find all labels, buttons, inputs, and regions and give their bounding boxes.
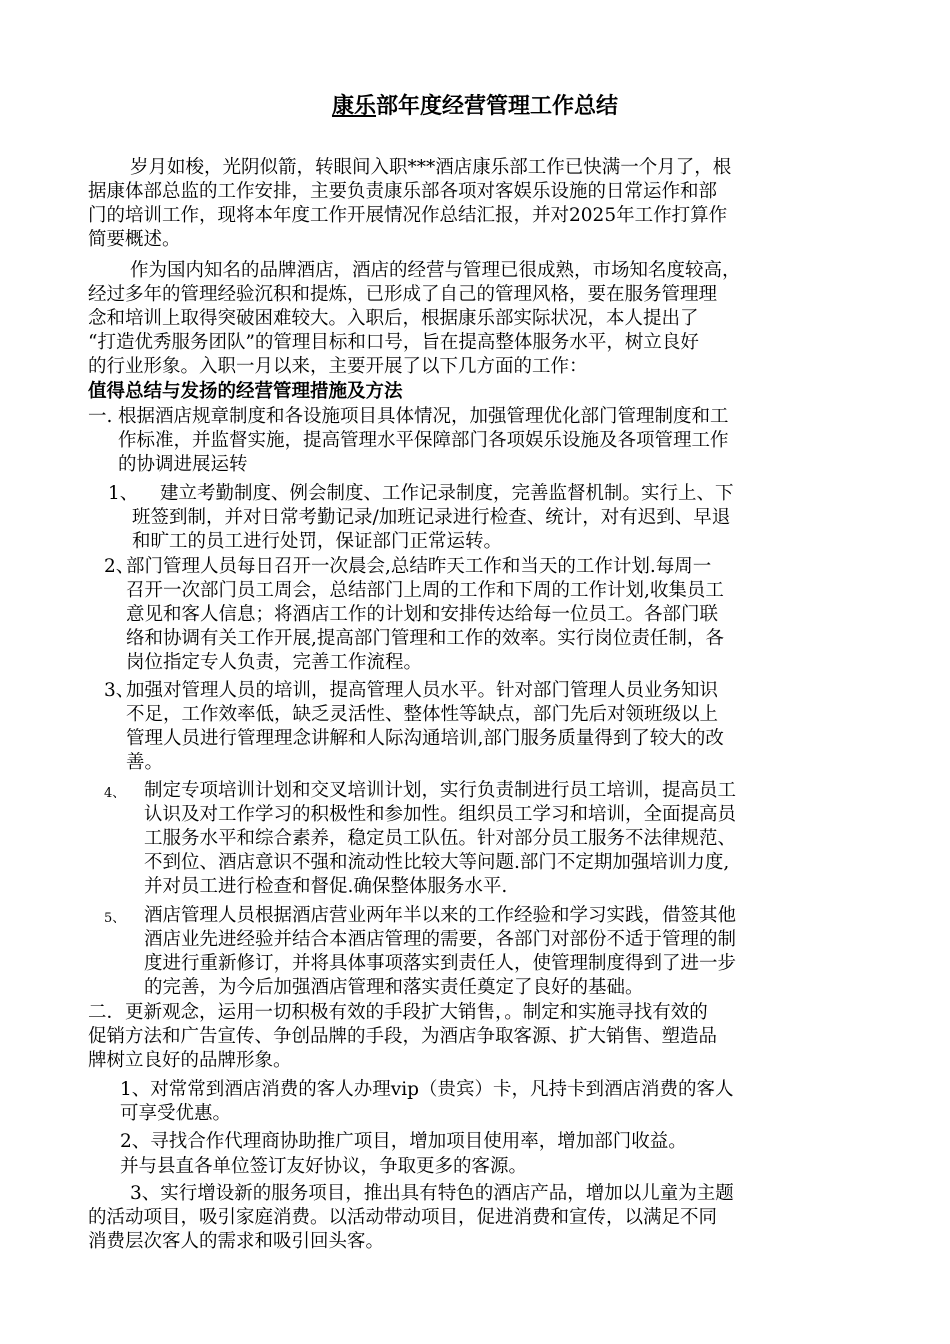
- item-1-line: 和旷工的员工进行处罚，保证部门正常运转。: [132, 531, 503, 552]
- item-4-line: 制定专项培训计划和交叉培训计划，实行负责制进行员工培训，提高员工: [144, 780, 737, 801]
- intro-2-line: 作为国内知名的品牌酒店，酒店的经营与管理已很成熟，市场知名度较高，: [130, 260, 741, 281]
- intro-2-line: “打造优秀服务团队”的管理目标和口号，旨在提高整体服务水平，树立良好: [88, 332, 699, 353]
- item-5-line: 的完善，为今后加强酒店管理和落实责任奠定了良好的基础。: [144, 977, 644, 998]
- intro-1-line: 据康体部总监的工作安排，主要负责康乐部各项对客娱乐设施的日常运作和部: [88, 181, 718, 202]
- item-2-marker: 2、: [104, 556, 135, 577]
- item-3-line: 不足，工作效率低，缺乏灵活性、整体性等缺点，部门先后对领班级以上: [126, 704, 719, 725]
- part-2-item-1-line: 1、对常常到酒店消费的客人办理vip（贵宾）卡，凡持卡到酒店消费的客人: [120, 1079, 734, 1100]
- intro-2-line: 经过多年的管理经验沉积和提炼，已形成了自己的管理风格，要在服务管理理: [88, 284, 718, 305]
- item-3-line: 加强对管理人员的培训，提高管理人员水平。针对部门管理人员业务知识: [126, 680, 719, 701]
- item-2-line: 召开一次部门员工周会，总结部门上周的工作和下周的工作计划,收集员工: [126, 580, 724, 601]
- title-underlined-part: 康乐: [331, 94, 376, 119]
- item-1-marker: 1、: [108, 483, 139, 504]
- part-2-item-1-line: 可享受优惠。: [120, 1103, 232, 1124]
- item-3-line: 善。: [126, 752, 164, 773]
- part-2-line: 促销方法和广告宣传、争创品牌的手段，为酒店争取客源、扩大销售、塑造品: [88, 1026, 718, 1047]
- item-5-line: 度进行重新修订，并将具体事项落实到责任人，使管理制度得到了进一步: [144, 953, 737, 974]
- item-3-marker: 3、: [104, 680, 135, 701]
- item-2-line: 岗位指定专人负责，完善工作流程。: [126, 652, 423, 673]
- item-3-line: 管理人员进行管理理念讲解和人际沟通培训,部门服务质量得到了较大的改: [126, 728, 724, 749]
- item-1-line: 班签到制，并对日常考勤记录/加班记录进行检查、统计，对有迟到、早退: [132, 507, 731, 528]
- item-2-line: 意见和客人信息；将酒店工作的计划和安排传达给每一位员工。各部门联: [126, 604, 719, 625]
- item-5-marker: 5、: [104, 911, 126, 926]
- intro-1-line: 门的培训工作，现将本年度工作开展情况作总结汇报，并对2025年工作打算作: [88, 205, 728, 226]
- item-4-marker: 4、: [104, 786, 126, 801]
- part-2-item-3-line: 消费层次客人的需求和吸引回头客。: [88, 1231, 385, 1252]
- part-2-item-2-line: 2、寻找合作代理商协助推广项目，增加项目使用率，增加部门收益。: [120, 1131, 687, 1152]
- item-5-line: 酒店管理人员根据酒店营业两年半以来的工作经验和学习实践，借签其他: [144, 905, 737, 926]
- title-rest: 部年度经营管理工作总结: [376, 94, 619, 119]
- intro-1-line: 岁月如梭，光阴似箭，转眼间入职***酒店康乐部工作已快满一个月了，根: [130, 157, 732, 178]
- part-1-line: 的协调进展运转: [118, 454, 248, 475]
- item-2-line: 络和协调有关工作开展,提高部门管理和工作的效率。实行岗位责任制，各: [126, 628, 724, 649]
- intro-2-line: 的行业形象。入职一月以来，主要开展了以下几方面的工作：: [88, 356, 588, 377]
- item-5-line: 酒店业先进经验并结合本酒店管理的需要，各部门对部份不适于管理的制: [144, 929, 737, 950]
- part-2-item-3-line: 3、实行增设新的服务项目，推出具有特色的酒店产品，增加以儿童为主题: [130, 1183, 734, 1204]
- item-4-line: 不到位、酒店意识不强和流动性比较大等问题.部门不定期加强培训力度,: [144, 852, 730, 873]
- part-1-marker: 一.: [88, 406, 113, 427]
- document-title: [0, 92, 950, 122]
- item-4-line: 认识及对工作学习的积极性和参加性。组织员工学习和培训，全面提高员: [144, 804, 737, 825]
- item-2-line: 部门管理人员每日召开一次晨会,总结昨天工作和当天的工作计划.每周一: [126, 556, 712, 577]
- part-1-line: 根据酒店规章制度和各设施项目具体情况，加强管理优化部门管理制度和工: [118, 406, 729, 427]
- intro-2-line: 念和培训上取得突破困难较大。入职后，根据康乐部实际状况，本人提出了: [88, 308, 699, 329]
- item-4-line: 工服务水平和综合素养，稳定员工队伍。针对部分员工服务不法律规范、: [144, 828, 737, 849]
- section-heading: 值得总结与发扬的经营管理措施及方法: [88, 381, 403, 402]
- intro-1-line: 简要概述。: [88, 229, 181, 250]
- part-2-line: 牌树立良好的品牌形象。: [88, 1050, 292, 1071]
- part-1-line: 作标准，并监督实施，提高管理水平保障部门各项娱乐设施及各项管理工作: [118, 430, 729, 451]
- item-1-line: 建立考勤制度、例会制度、工作记录制度，完善监督机制。实行上、下: [160, 483, 734, 504]
- part-2-item-3-line: 的活动项目，吸引家庭消费。以活动带动项目，促进消费和宣传，以满足不同: [88, 1207, 718, 1228]
- part-2-item-2-line: 并与县直各单位签订友好协议，争取更多的客源。: [120, 1156, 528, 1177]
- item-4-line: 并对员工进行检查和督促.确保整体服务水平.: [144, 876, 508, 897]
- part-2-line: 二．更新观念，运用一切积极有效的手段扩大销售，。制定和实施寻找有效的: [88, 1002, 708, 1023]
